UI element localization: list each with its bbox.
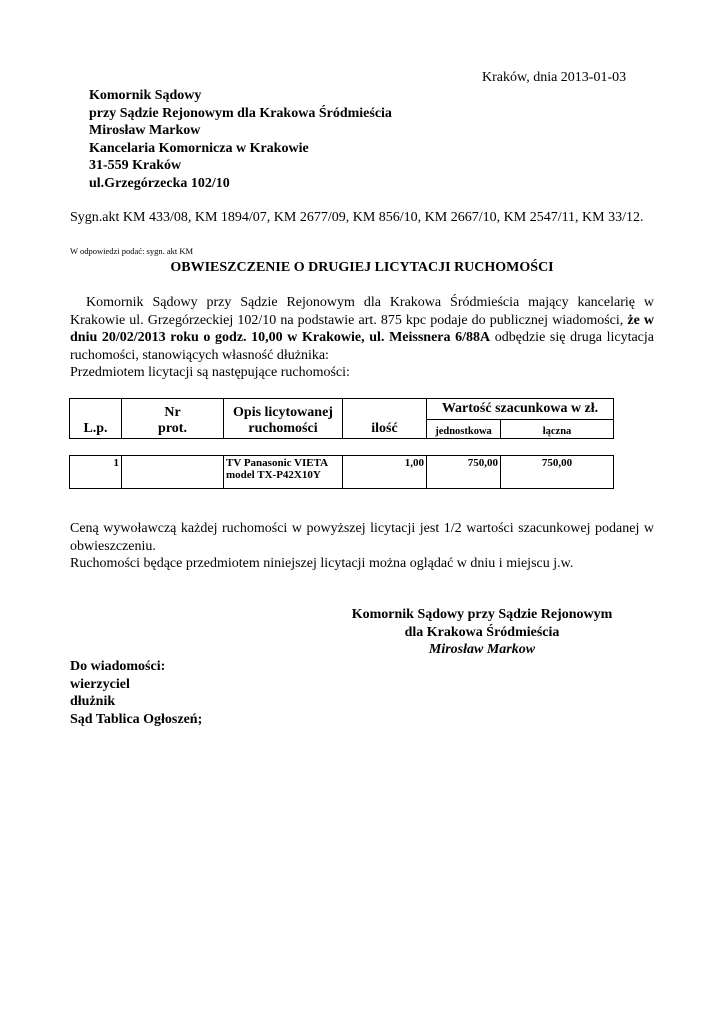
col-jednostkowa: jednostkowa	[427, 420, 501, 439]
col-nr-l1: Nr	[164, 405, 181, 420]
body-text: Komornik Sądowy przy Sądzie Rejonowym dla Krakowa Śródmieścia mający kancelarię w Krakowie ul. Grzegórzeckiej 102/10 na podstawie art. 875 kpc podaje do publicznej wiadomości,	[70, 295, 654, 328]
items-table-header	[69, 398, 614, 439]
distribution-item: wierzyciel	[70, 676, 130, 692]
cell-lp: 1	[70, 456, 122, 489]
respond-note: W odpowiedzi podać: sygn. akt KM	[70, 246, 194, 256]
col-opis-l2: ruchomości	[248, 421, 318, 436]
distribution-item: dłużnik	[70, 694, 116, 709]
sender-line: ul.Grzegórzecka 102/10	[89, 175, 230, 191]
place-date: Kraków, dnia 2013-01-03	[482, 70, 627, 85]
distribution-list	[70, 658, 202, 728]
col-ilosc: ilość	[343, 399, 427, 439]
cell-opis-l2: model TX-P42X10Y	[226, 469, 321, 481]
terms-line: Ceną wywoławczą każdej ruchomości w powyższej licytacji jest 1/2 wartości szacunkowej podanej w obwieszczeniu.	[70, 521, 654, 554]
cell-ilosc: 1,00	[343, 456, 427, 489]
terms-line: Ruchomości będące przedmiotem niniejszej licytacji można oglądać w dniu i miejscu j.w.	[70, 556, 574, 571]
sender-line: Komornik Sądowy	[89, 88, 202, 103]
terms-paragraph	[70, 520, 654, 573]
signature-block	[320, 606, 644, 659]
col-nr-l2: prot.	[158, 421, 187, 436]
case-signatures: Sygn.akt KM 433/08, KM 1894/07, KM 2677/09, KM 856/10, KM 2667/10, KM 2547/11, KM 33/12.	[70, 210, 644, 225]
col-nr	[122, 399, 224, 439]
col-lp: L.p.	[70, 399, 122, 439]
body-text: odbędzie się druga licytacja ruchomości, stanowiących własność dłużnika:	[70, 330, 654, 363]
distribution-item: Sąd Tablica Ogłoszeń;	[70, 711, 203, 727]
signature-name: Mirosław Markow	[428, 642, 536, 657]
sender-line: przy Sądzie Rejonowym dla Krakowa Śródmieścia	[89, 105, 392, 121]
col-laczna: łączna	[501, 420, 614, 439]
col-opis	[224, 399, 343, 439]
body-paragraph	[70, 294, 654, 364]
sender-block	[89, 87, 392, 192]
sender-line: Kancelaria Komornicza w Krakowie	[89, 140, 309, 156]
col-opis-l1: Opis licytowanej	[233, 405, 333, 420]
cell-laczna: 750,00	[501, 456, 614, 489]
auction-date-place: że w dniu 20/02/2013 roku o godz. 10,00 w Krakowie, ul. Meissnera 6/88A	[70, 312, 655, 345]
cell-jednostkowa: 750,00	[427, 456, 501, 489]
col-wartosc: Wartość szacunkowa w zł.	[427, 399, 614, 420]
document-title: OBWIESZCZENIE O DRUGIEJ LICYTACJI RUCHOMOŚCI	[170, 260, 554, 275]
cell-opis-l1: TV Panasonic VIETA	[226, 457, 329, 469]
signature-line: Komornik Sądowy przy Sądzie Rejonowym	[351, 607, 613, 622]
distribution-title: Do wiadomości:	[70, 659, 166, 674]
sender-line: 31-559 Kraków	[89, 158, 182, 173]
table-row	[70, 456, 614, 489]
signature-line: dla Krakowa Śródmieścia	[404, 624, 560, 640]
body-paragraph: Przedmiotem licytacji są następujące ruchomości:	[70, 365, 350, 380]
items-table-body	[69, 455, 614, 489]
announcement-body	[70, 294, 654, 382]
sender-line: Mirosław Markow	[89, 123, 201, 138]
cell-nr	[122, 456, 224, 489]
cell-opis	[224, 456, 343, 489]
